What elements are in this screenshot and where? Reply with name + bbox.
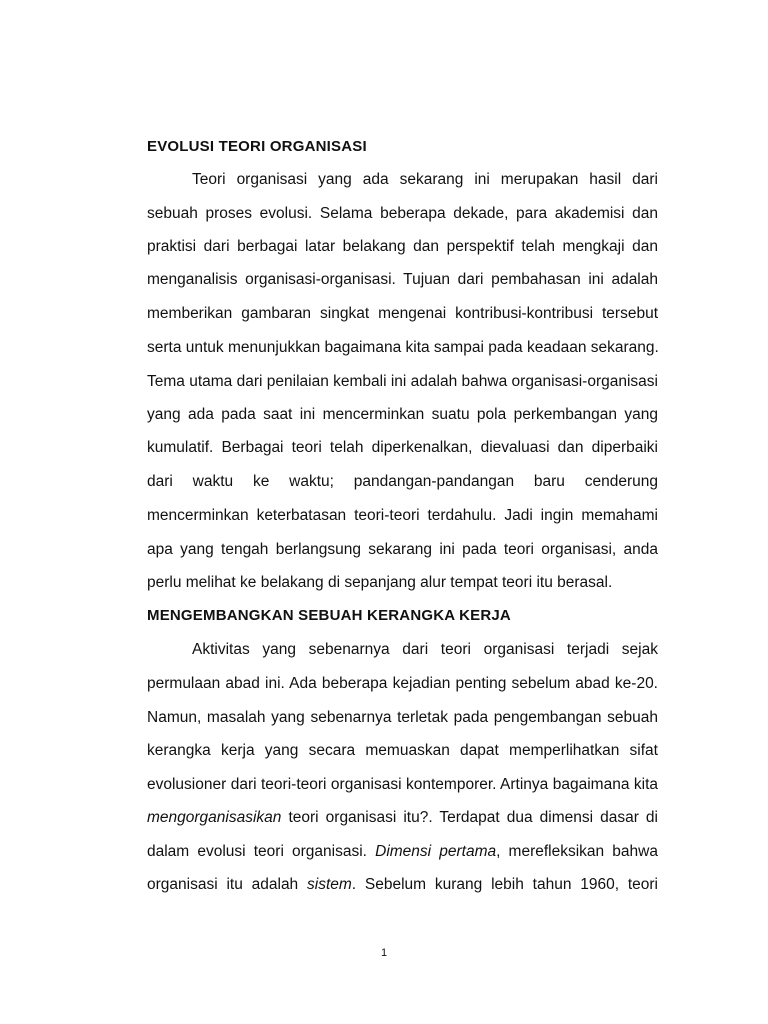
- paragraph-line: Aktivitas yang sebenarnya dari teori organisasi terjadi sejak: [192, 641, 658, 658]
- paragraph-line: permulaan abad ini. Ada beberapa kejadian penting sebelum abad ke-20.: [147, 675, 658, 692]
- paragraph-line: perlu melihat ke belakang di sepanjang alur tempat teori itu berasal.: [147, 574, 613, 591]
- paragraph-line: Teori organisasi yang ada sekarang ini merupakan hasil dari: [192, 171, 658, 188]
- line-text: dalam evolusi teori organisasi.: [147, 843, 376, 860]
- paragraph-line: Namun, masalah yang sebenarnya terletak pada pengembangan sebuah: [147, 709, 658, 726]
- line-text: . Sebelum kurang lebih tahun 1960, teori: [351, 876, 658, 893]
- paragraph-line: [147, 808, 658, 828]
- paragraph-line: evolusioner dari teori-teori organisasi kontemporer. Artinya bagaimana kita: [147, 776, 658, 793]
- line-text: teori organisasi itu?. Terdapat dua dimensi dasar di: [281, 809, 658, 826]
- paragraph-line: kerangka kerja yang secara memuaskan dapat memperlihatkan sifat: [147, 742, 658, 759]
- paragraph-line: menganalisis organisasi-organisasi. Tujuan dari pembahasan ini adalah: [147, 271, 658, 288]
- paragraph-line: serta untuk menunjukkan bagaimana kita sampai pada keadaan sekarang.: [147, 339, 659, 356]
- paragraph-line: kumulatif. Berbagai teori telah diperkenalkan, dievaluasi dan diperbaiki: [147, 439, 658, 456]
- italic-term-sistem: sistem: [307, 876, 352, 893]
- paragraph-line: apa yang tengah berlangsung sekarang ini pada teori organisasi, anda: [147, 541, 658, 558]
- paragraph-line: sebuah proses evolusi. Selama beberapa dekade, para akademisi dan: [147, 205, 658, 222]
- paragraph-line: [147, 875, 658, 895]
- paragraph-line: [147, 842, 658, 862]
- heading-mengembangkan-kerangka-kerja: MENGEMBANGKAN SEBUAH KERANGKA KERJA: [147, 607, 511, 624]
- paragraph-line: yang ada pada saat ini mencerminkan suatu pola perkembangan yang: [147, 406, 658, 423]
- paragraph-line: mencerminkan keterbatasan teori-teori terdahulu. Jadi ingin memahami: [147, 507, 658, 524]
- paragraph-line: Tema utama dari penilaian kembali ini adalah bahwa organisasi-organisasi: [147, 373, 658, 390]
- page-number: 1: [380, 947, 388, 959]
- heading-evolusi-teori-organisasi: EVOLUSI TEORI ORGANISASI: [147, 138, 367, 155]
- italic-term-mengorganisasikan: mengorganisasikan: [147, 809, 282, 826]
- paragraph-line: praktisi dari berbagai latar belakang dan perspektif telah mengkaji dan: [147, 238, 658, 255]
- line-text: organisasi itu adalah: [147, 876, 307, 893]
- italic-term-dimensi-pertama: Dimensi pertama: [375, 843, 497, 860]
- paragraph-line: dari waktu ke waktu; pandangan-pandangan baru cenderung: [147, 473, 658, 490]
- paragraph-line: memberikan gambaran singkat mengenai kontribusi-kontribusi tersebut: [147, 305, 658, 322]
- line-text: , merefleksikan bahwa: [496, 843, 658, 860]
